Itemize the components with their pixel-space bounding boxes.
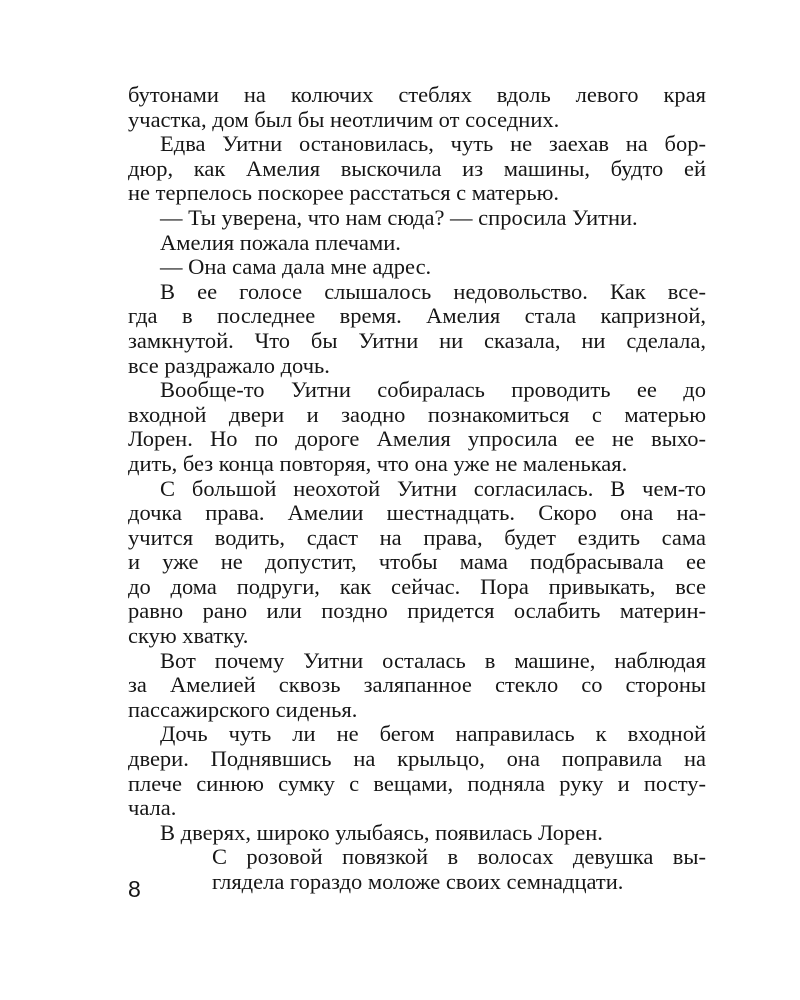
text-line: двери. Поднявшись на крыльцо, она поправила на xyxy=(128,746,706,772)
text-line: В дверях, широко улыбаясь, появилась Лорен. xyxy=(160,819,603,845)
text-line: Амелия пожала плечами. xyxy=(160,229,401,255)
dialogue-line: — Ты уверена, что нам сюда? — спросила Уитни. xyxy=(160,204,638,230)
text-line: Дочь чуть ли не бегом направилась к входной xyxy=(160,721,706,747)
text-line: С большой неохотой Уитни согласилась. В чем-то xyxy=(160,475,706,501)
text-line: скую хватку. xyxy=(128,623,249,649)
text-line: глядела гораздо моложе своих семнадцати. xyxy=(212,869,624,894)
text-line: все раздражало дочь. xyxy=(128,352,330,378)
body-text xyxy=(128,83,706,895)
text-line: дочка права. Амелии шестнадцать. Скоро она на- xyxy=(128,500,706,526)
text-line: Едва Уитни остановилась, чуть не заехав на бор- xyxy=(160,131,706,157)
text-line: пассажирского сиденья. xyxy=(128,696,358,722)
text-line: входной двери и заодно познакомиться с матерью xyxy=(128,401,706,427)
text-line: Вообще-то Уитни собиралась проводить ее до xyxy=(160,377,706,403)
text-line: до дома подруги, как сейчас. Пора привыкать, все xyxy=(128,573,706,599)
text-line: Вот почему Уитни осталась в машине, наблюдая xyxy=(160,647,706,673)
text-line: дить, без конца повторяя, что она уже не маленькая. xyxy=(128,450,628,476)
text-line: В ее голосе слышалось недовольство. Как все- xyxy=(160,278,706,304)
text-line: и уже не допустит, чтобы мама подбрасывала ее xyxy=(128,549,706,575)
text-line: не терпелось поскорее расстаться с матерью. xyxy=(128,180,560,206)
text-line: за Амелией сквозь заляпанное стекло со стороны xyxy=(128,672,706,698)
text-line: плече синюю сумку с вещами, подняла руку и посту- xyxy=(128,770,706,796)
text-line: чала. xyxy=(128,795,177,821)
text-line: замкнутой. Что бы Уитни ни сказала, ни сделала, xyxy=(128,327,706,353)
text-line: бутонами на колючих стеблях вдоль левого края xyxy=(128,82,706,107)
text-line: С розовой повязкой в волосах девушка вы- xyxy=(212,844,706,870)
text-line: гда в последнее время. Амелия стала капризной, xyxy=(128,303,706,329)
text-line: равно рано или поздно придется ослабить материн- xyxy=(128,598,706,624)
text-line: учится водить, сдаст на права, будет ездить сама xyxy=(128,524,706,550)
text-line: участка, дом был бы неотличим от соседних. xyxy=(128,106,560,132)
dialogue-line: — Она сама дала мне адрес. xyxy=(160,254,432,280)
text-line: Лорен. Но по дороге Амелия упросила ее не выхо- xyxy=(128,426,706,452)
text-line: дюр, как Амелия выскочила из машины, будто ей xyxy=(128,155,706,181)
page-number: 8 xyxy=(128,876,141,902)
